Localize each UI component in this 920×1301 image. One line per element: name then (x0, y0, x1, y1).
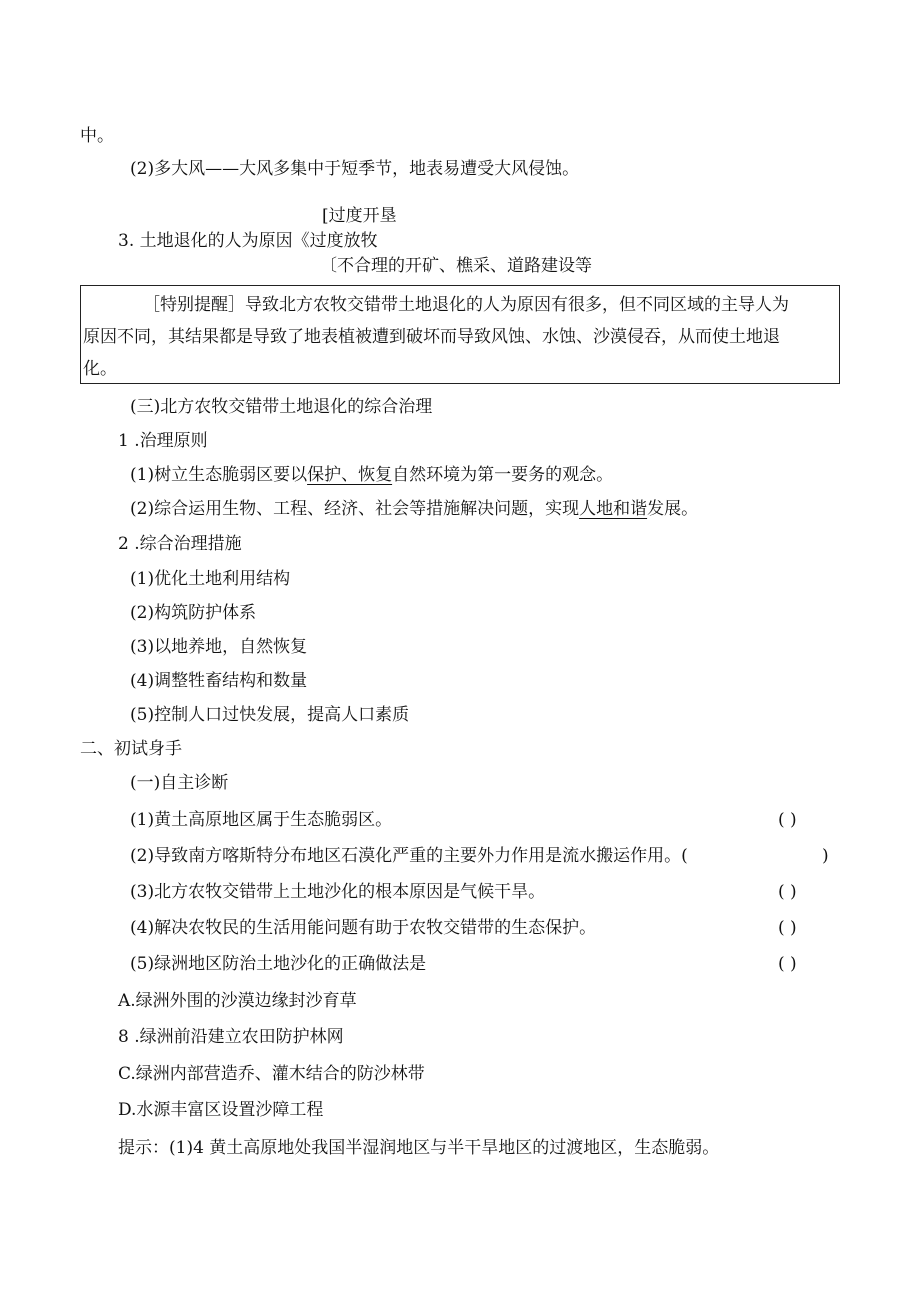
reminder-line-3: 化。 (83, 359, 117, 379)
question-2: (2)导致南方喀斯特分布地区石漠化严重的主要外力作用是流水搬运作用。( (130, 846, 688, 866)
principle-item-1-underlined: 保护、恢复 (307, 465, 393, 485)
strong-wind-line: (2)多大风——大风多集中于短季节，地表易遭受大风侵蚀。 (130, 159, 580, 179)
reminder-line-1: ［特别提醒］导致北方农牧交错带土地退化的人为原因有很多，但不同区域的主导人为 (143, 295, 789, 315)
question-3: (3)北方农牧交错带上土地沙化的根本原因是气候干旱。 (130, 882, 546, 902)
measure-item: (3)以地养地，自然恢复 (130, 637, 308, 657)
principle-item-2-text-b: 发展。 (647, 499, 699, 519)
principle-item-2-underlined: 人地和谐 (579, 499, 648, 519)
principle-item-2 (130, 498, 698, 520)
measure-item: (1)优化土地利用结构 (130, 569, 291, 589)
answer-paren-4[interactable]: ( ) (778, 918, 797, 938)
question-1: (1)黄土高原地区属于生态脆弱区。 (130, 810, 393, 830)
answer-paren-1[interactable]: ( ) (778, 810, 797, 830)
part-2-title: 二、初试身手 (80, 739, 182, 759)
fragment-line: 中。 (80, 126, 114, 146)
answer-paren-2[interactable]: ) (822, 846, 829, 866)
question-5: (5)绿洲地区防治土地沙化的正确做法是 (130, 954, 427, 974)
principle-item-1 (130, 464, 613, 486)
option-d: D.水源丰富区设置沙障工程 (118, 1100, 324, 1120)
hint-line: 提示：(1)4 黄土高原地处我国半湿润地区与半干旱地区的过渡地区，生态脆弱。 (118, 1138, 720, 1158)
self-check-title: (一)自主诊断 (130, 773, 229, 793)
special-reminder-box (80, 285, 840, 384)
measure-item: (5)控制人口过快发展，提高人口素质 (130, 705, 410, 725)
option-b: 8 .绿洲前沿建立农田防护林网 (118, 1027, 344, 1047)
option-c: C.绿洲内部营造乔、灌木结合的防沙林带 (118, 1064, 425, 1084)
answer-paren-3[interactable]: ( ) (778, 882, 797, 902)
reminder-line-2: 原因不同，其结果都是导致了地表植被遭到破坏而导致风蚀、水蚀、沙漠侵吞，从而使土地退 (83, 327, 780, 347)
measure-item: (2)构筑防护体系 (130, 603, 257, 623)
measures-title: 2 .综合治理措施 (118, 534, 242, 554)
option-a: A.绿洲外围的沙漠边缘封沙育草 (118, 991, 357, 1011)
principle-item-1-text-b: 自然环境为第一要务的观念。 (392, 465, 614, 485)
brace-item-overcultivation: [过度开垦 (322, 206, 397, 226)
question-4: (4)解决农牧民的生活用能问题有助于农牧交错带的生态保护。 (130, 918, 597, 938)
principle-title: 1 .治理原则 (118, 431, 208, 451)
human-causes-heading: 3. 土地退化的人为原因《过度放牧 (118, 231, 378, 251)
principle-item-1-text-a: (1)树立生态脆弱区要以 (130, 465, 308, 485)
brace-item-mining: 〔不合理的开矿、樵采、道路建设等 (320, 256, 592, 276)
measure-item: (4)调整牲畜结构和数量 (130, 671, 308, 691)
section-3-title: (三)北方农牧交错带土地退化的综合治理 (130, 397, 433, 417)
principle-item-2-text-a: (2)综合运用生物、工程、经济、社会等措施解决问题，实现 (130, 499, 580, 519)
answer-paren-5[interactable]: ( ) (778, 954, 797, 974)
